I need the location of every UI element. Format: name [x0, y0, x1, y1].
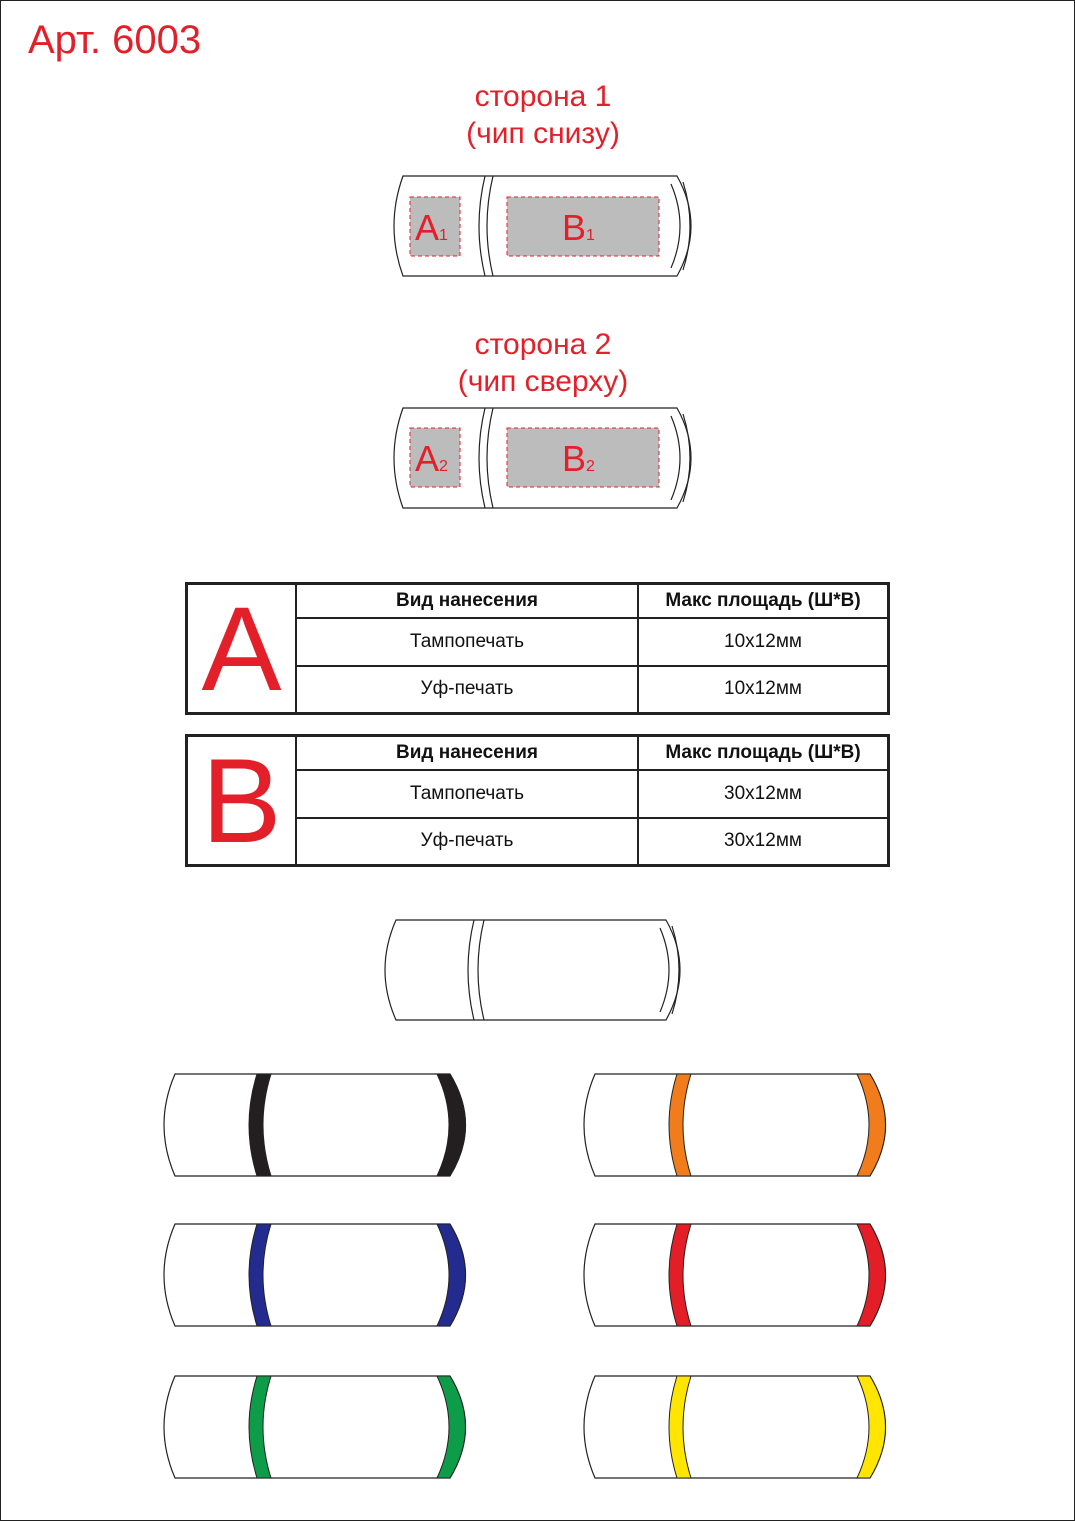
side-1-title: сторона 1	[474, 80, 612, 113]
drive-variant-yellow	[575, 1372, 900, 1482]
zone-label-a2	[415, 438, 448, 485]
side-2-subtitle: (чип сверху)	[457, 365, 629, 398]
table-b-header-method: Вид нанесения	[296, 736, 638, 770]
drive-variant-blue	[155, 1220, 480, 1330]
side-2-label	[393, 326, 693, 400]
drive-variant-green	[155, 1372, 480, 1482]
article-title: Арт. 6003	[28, 18, 202, 62]
drive-outline-drawing	[376, 916, 700, 1024]
side-1-subtitle: (чип снизу)	[466, 117, 620, 150]
table-b-row-2-size: 30x12мм	[638, 818, 889, 866]
drive-variant-red	[575, 1220, 900, 1330]
zone-a2-letter: A	[415, 438, 440, 479]
table-b-letter: B	[187, 736, 297, 866]
zone-label-a1	[415, 207, 448, 254]
zone-label-b2	[562, 438, 595, 485]
table-b-row-1-method: Тампопечать	[296, 770, 638, 818]
drive-variant-black	[155, 1070, 480, 1180]
zone-a2-index: 2	[439, 458, 448, 475]
zone-a1-letter: A	[415, 207, 440, 248]
zone-b2-letter: B	[562, 438, 587, 479]
table-zone-a	[185, 582, 890, 715]
table-a-header-size: Макс площадь (Ш*В)	[638, 584, 889, 618]
table-a-row-2-size: 10x12мм	[638, 666, 889, 714]
side-2-title: сторона 2	[474, 328, 612, 361]
table-b-row-2-method: Уф-печать	[296, 818, 638, 866]
side-1-label	[393, 78, 693, 152]
zone-b2-index: 2	[586, 458, 595, 475]
zone-a1-index: 1	[439, 227, 448, 244]
table-a-row-1-method: Тампопечать	[296, 618, 638, 666]
table-zone-b	[185, 734, 890, 867]
table-a-header-method: Вид нанесения	[296, 584, 638, 618]
table-b-header-size: Макс площадь (Ш*В)	[638, 736, 889, 770]
zone-b1-index: 1	[586, 227, 595, 244]
table-a-row-2-method: Уф-печать	[296, 666, 638, 714]
drive-variant-orange	[575, 1070, 900, 1180]
zone-label-b1	[562, 207, 595, 254]
table-a-letter: A	[187, 584, 297, 714]
table-a-row-1-size: 10x12мм	[638, 618, 889, 666]
table-b-row-1-size: 30x12мм	[638, 770, 889, 818]
zone-b1-letter: B	[562, 207, 587, 248]
